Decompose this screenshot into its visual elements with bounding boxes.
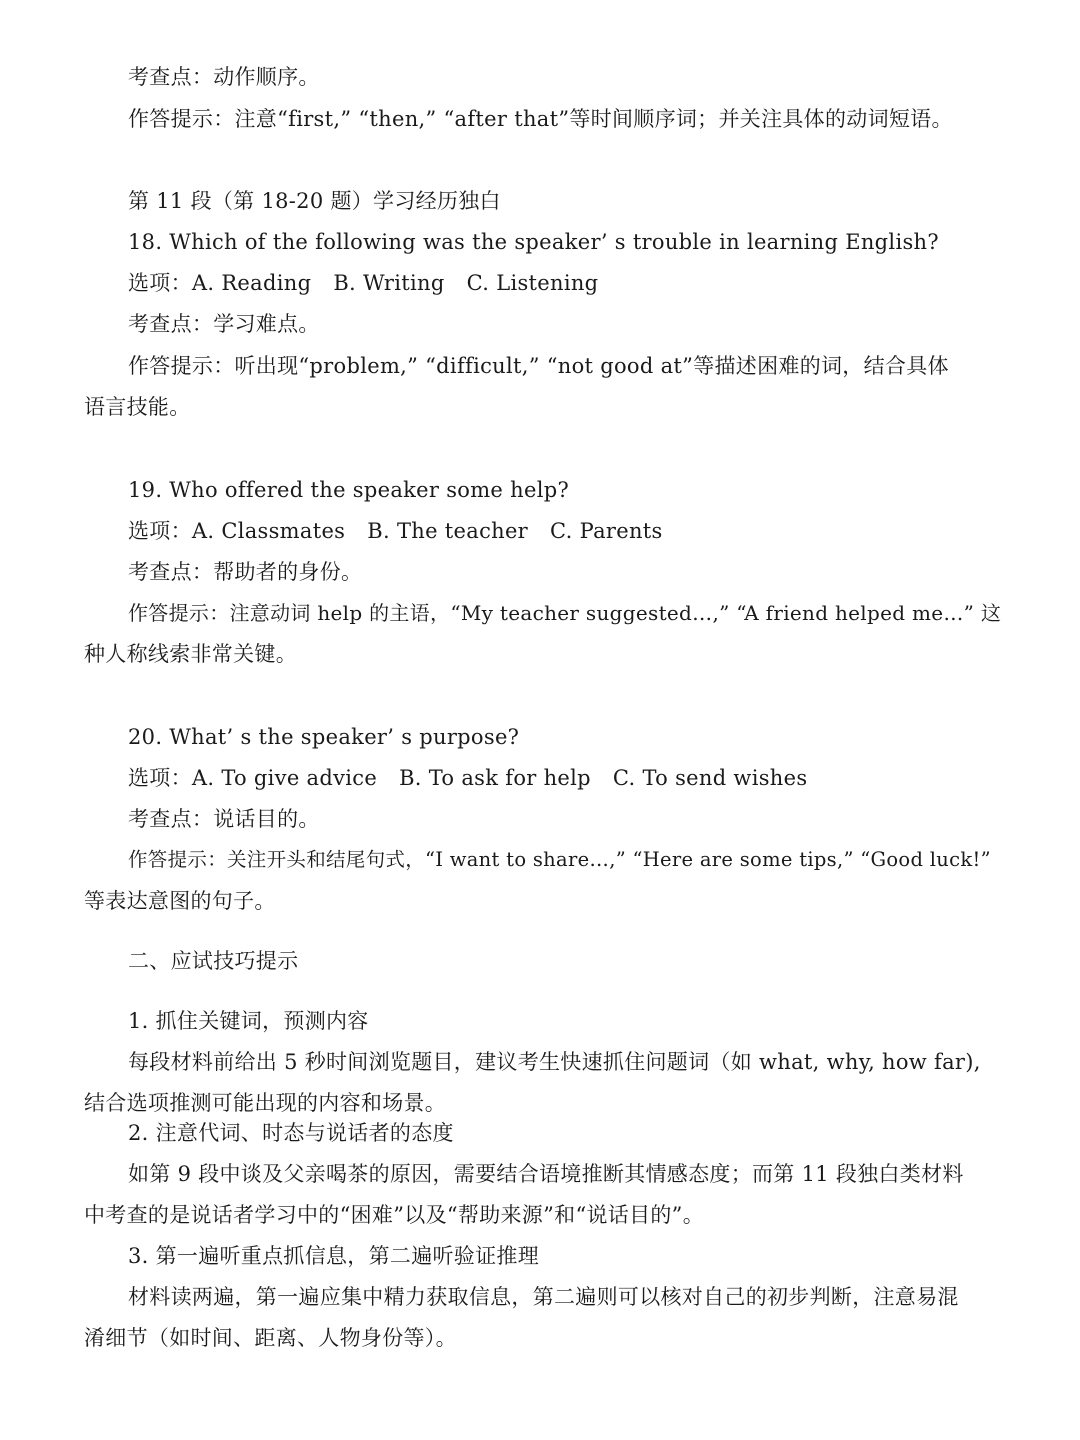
- option-b: B. The teacher: [367, 519, 529, 543]
- option-a: A. Reading: [191, 271, 312, 295]
- options-label: 选项：: [128, 519, 192, 543]
- option-a: A. To give advice: [191, 766, 378, 790]
- tip-2-line1: 如第 9 段中谈及父亲喝茶的原因，需要结合语境推断其情感态度；而第 11 段独白类材料: [128, 1162, 964, 1186]
- question-20: 20. What’ s the speaker’ s purpose?: [128, 725, 520, 749]
- tip-2-line2: 中考查的是说话者学习中的“困难”以及“帮助来源”和“说话目的”。: [84, 1203, 705, 1227]
- question-19-hint-line2: 种人称线索非常关键。: [84, 642, 297, 666]
- options-label: 选项：: [128, 766, 192, 790]
- option-b: B. To ask for help: [399, 766, 591, 790]
- tip-1-line1: 每段材料前给出 5 秒时间浏览题目，建议考生快速抓住问题词（如 what, why, how far),: [128, 1050, 981, 1074]
- option-a: A. Classmates: [191, 519, 346, 543]
- tip-1-line2: 结合选项推测可能出现的内容和场景。: [84, 1091, 447, 1115]
- question-19: 19. Who offered the speaker some help?: [128, 478, 570, 502]
- question-19-hint-line1: 作答提示：注意动词 help 的主语，“My teacher suggested…,” “A friend helped me…” 这: [128, 601, 1002, 625]
- focus-point-action-order: 考查点：动作顺序。: [128, 65, 320, 89]
- question-18-focus: 考查点：学习难点。: [128, 312, 320, 336]
- question-20-focus: 考查点：说话目的。: [128, 807, 320, 831]
- question-20-hint-line1: 作答提示：关注开头和结尾句式，“I want to share…,” “Here are some tips,” “Good luck!”: [128, 848, 991, 871]
- tip-3-line2: 淆细节（如时间、距离、人物身份等）。: [84, 1326, 457, 1350]
- option-c: C. Listening: [466, 271, 599, 295]
- question-18-options: [128, 268, 598, 298]
- option-c: C. To send wishes: [612, 766, 808, 790]
- section-11-header: 第 11 段（第 18-20 题）学习经历独白: [128, 189, 501, 213]
- tip-1-title: 1. 抓住关键词，预测内容: [128, 1009, 369, 1033]
- tip-3-line1: 材料读两遍，第一遍应集中精力获取信息，第二遍则可以核对自己的初步判断，注意易混: [128, 1285, 959, 1309]
- question-19-focus: 考查点：帮助者的身份。: [128, 560, 363, 584]
- question-19-options: [128, 516, 663, 546]
- question-18-hint-line1: 作答提示：听出现“problem,” “difficult,” “not good at”等描述困难的词，结合具体: [128, 354, 949, 378]
- question-20-options: [128, 763, 807, 793]
- question-20-hint-line2: 等表达意图的句子。: [84, 889, 276, 913]
- tip-2-title: 2. 注意代词、时态与说话者的态度: [128, 1121, 454, 1145]
- tips-section-header: 二、应试技巧提示: [128, 949, 299, 973]
- option-c: C. Parents: [550, 519, 663, 543]
- question-18: 18. Which of the following was the speaker’ s trouble in learning English?: [128, 230, 939, 254]
- tip-3-title: 3. 第一遍听重点抓信息，第二遍听验证推理: [128, 1244, 540, 1268]
- question-18-hint-line2: 语言技能。: [84, 395, 191, 419]
- option-b: B. Writing: [333, 271, 445, 295]
- options-label: 选项：: [128, 271, 192, 295]
- answer-hint-action-order: 作答提示：注意“first,” “then,” “after that”等时间顺序词；并关注具体的动词短语。: [128, 107, 953, 131]
